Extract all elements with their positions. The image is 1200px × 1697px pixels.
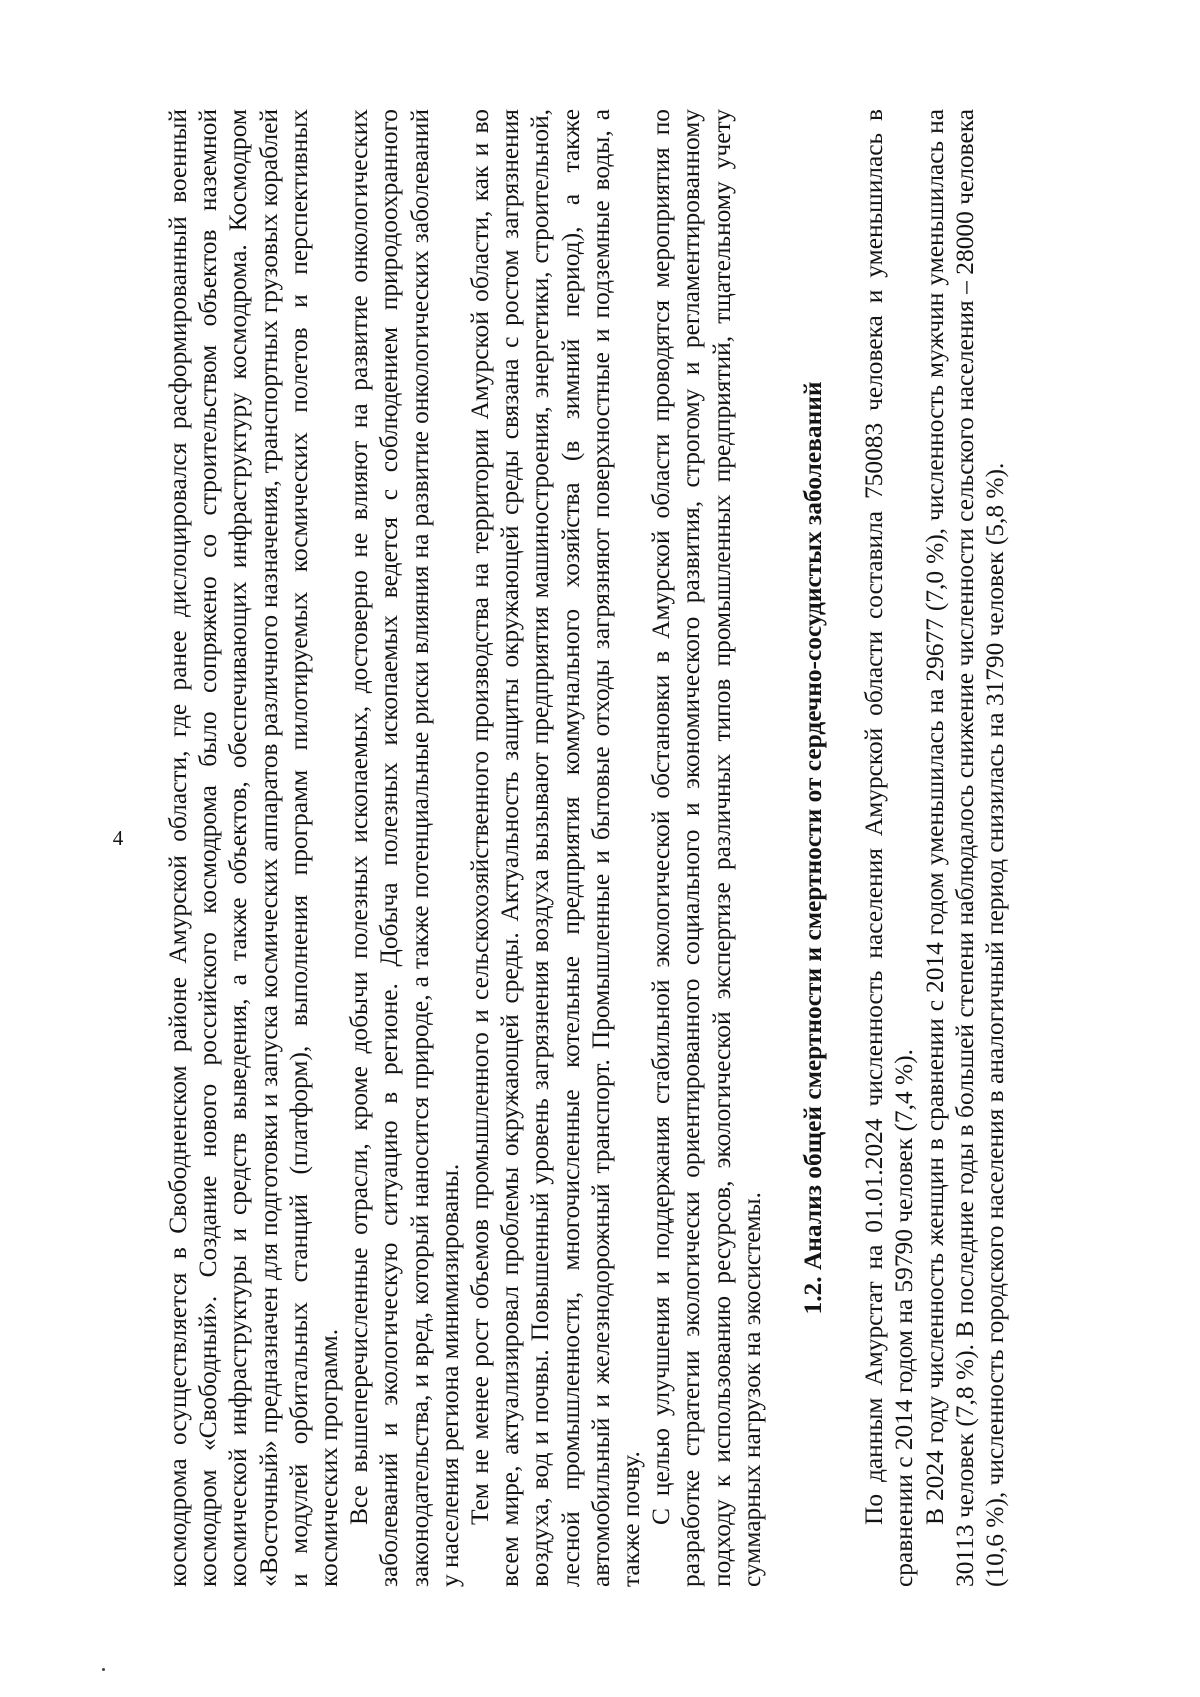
scan-artifact-dot	[102, 1668, 105, 1671]
paragraph-industries: Все вышеперечисленные отрасли, кроме добычи полезных ископаемых, достоверно не влияют на развитие онкологических заболеваний и экологическую ситуацию в регионе. Добыча полезных ископаемых ведется с соблюдением природоохранного законодательства, и вред, который наносится природе, а также потенциальные риски влияния на развитие онкологических заболеваний у населения региона минимизированы.	[345, 109, 464, 1587]
paragraph-population-gender: В 2024 году численность женщин в сравнении с 2014 годом уменьшилась на 29677 (7,0 %), численность мужчин уменьшилась на 30113 человек (7,8 %). В последние годы в большей степени наблюдалось снижение численности сельского населения – 28000 человека (10,6 %), численность городского населения в аналогичный период снизилась на 31790 человек (5,8 %).	[920, 109, 1010, 1587]
document-body	[163, 109, 1010, 1587]
paragraph-population: По данным Амурстат на 01.01.2024 численность населения Амурской области составила 750083 человека и уменьшилась в сравнении с 2014 годом на 59790 человек (7,4 %).	[860, 109, 919, 1587]
paragraph-ecology-measures: С целью улучшения и поддержания стабильной экологической обстановки в Амурской области проводятся мероприятия по разработке стратегии экологически ориентированного социального и экономического развития, строгому и регламентированному подходу к использованию ресурсов, экологической экспертизе различных типов промышленных предприятий, тщательному учету суммарных нагрузок на экосистемы.	[647, 109, 766, 1587]
section-heading: 1.2. Анализ общей смертности и смертности от сердечно-сосудистых заболеваний	[799, 381, 828, 1315]
page-number: 4	[112, 826, 124, 850]
paragraph-environment: Тем не менее рост объемов промышленного и сельскохозяйственного производства на территории Амурской области, как и во всем мире, актуализировал проблемы окружающей среды. Актуальность защиты окружающей среды связана с ростом загрязнения воздуха, вод и почвы. Повышенный уровень загрязнения воздуха вызывают предприятия машиностроения, энергетики, строительной, лесной промышленности, многочисленные котельные предприятия коммунального хозяйства (в зимний период), а также автомобильный и железнодорожный транспорт. Промышленные и бытовые отходы загрязняют поверхностные и подземные воды, а также почву.	[466, 109, 646, 1587]
paragraph-cosmodrome: космодрома осуществляется в Свободненском районе Амурской области, где ранее дислоцировался расформированный военный космодром «Свободный». Создание нового российского космодрома было сопряжено со строительством объектов наземной космической инфраструктуры и средств выведения, а также объектов, обеспечивающих инфраструктуру космодрома. Космодром «Восточный» предназначен для подготовки и запуска космических аппаратов различного назначения, транспортных грузовых кораблей и модулей орбитальных станций (платформ), выполнения программ пилотируемых космических полетов и перспективных космических программ.	[164, 109, 344, 1587]
